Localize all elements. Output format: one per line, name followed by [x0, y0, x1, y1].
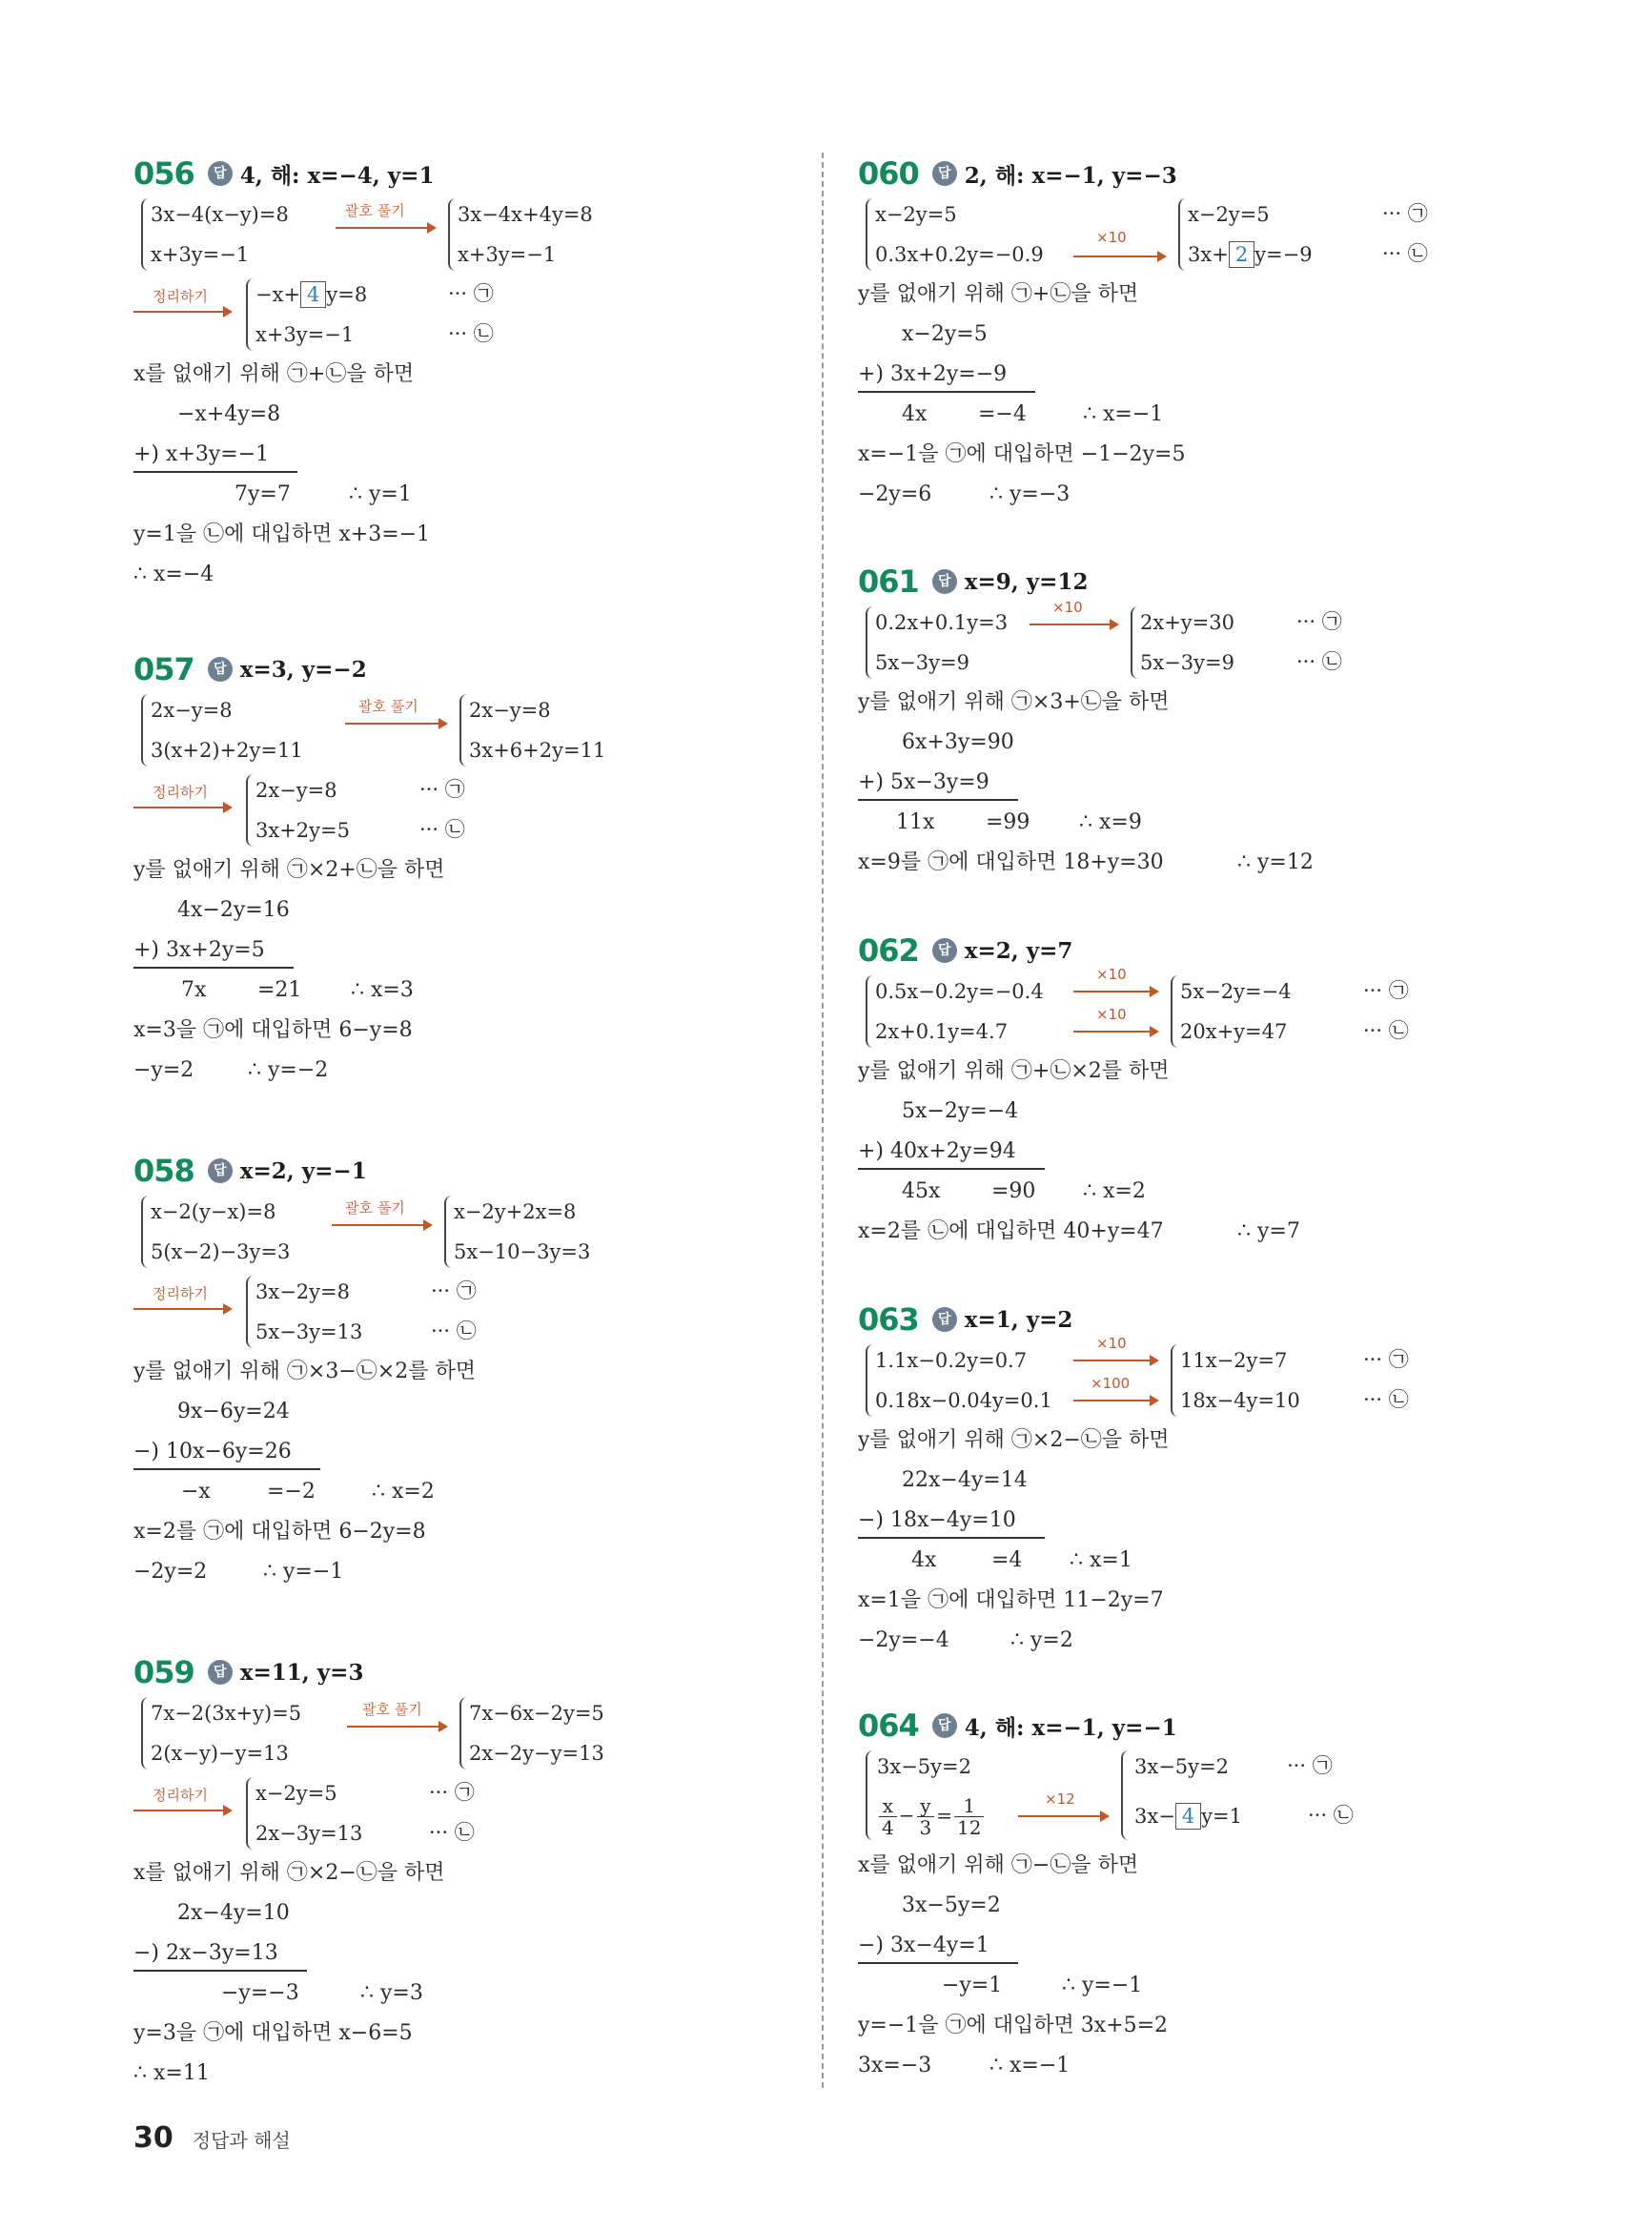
- equation-system: [858, 1747, 1525, 1846]
- solution-step: 4x =4 ∴ x=1: [911, 1548, 1132, 1572]
- equation: 3x−4x+4y=8: [458, 203, 593, 226]
- equation: x+3y=−1: [255, 323, 355, 346]
- equation: 5x−10−3y=3: [454, 1240, 591, 1263]
- problem-062: [858, 930, 1525, 1252]
- solution-step: +) 3x+2y=5: [133, 931, 801, 971]
- equation: 2x−y=8: [255, 779, 337, 802]
- arrow-label: 괄호 풀기: [358, 698, 418, 715]
- equation-system: [858, 599, 1525, 683]
- answer-badge: 답: [932, 569, 957, 594]
- solution-step: −x+4y=8: [177, 402, 281, 426]
- answer-text: x=3, y=−2: [239, 656, 367, 683]
- solution-step: x를 없애기 위해 ㉠+㉡을 하면: [133, 362, 415, 386]
- problem-number: 058: [133, 1153, 194, 1189]
- problem-header: [858, 930, 1525, 972]
- equation-tag: ··· ㉠: [1296, 610, 1342, 633]
- answer-box: 2: [1229, 241, 1254, 268]
- equation-system: [133, 194, 801, 275]
- solution-step: y=−1을 ㉠에 대입하면 3x+5=2: [858, 2014, 1169, 2037]
- arrow-label: 정리하기: [153, 1285, 208, 1302]
- problem-060: [858, 153, 1525, 515]
- answer-text: 2, 해: x=−1, y=−3: [964, 162, 1177, 189]
- equation: 20x+y=47: [1180, 1020, 1288, 1043]
- problem-057: [133, 648, 801, 1091]
- solution-step: y=1을 ㉡에 대입하면 x+3=−1: [133, 522, 431, 546]
- equation-tag: ··· ㉡: [1296, 650, 1342, 673]
- transform-arrow: [133, 1810, 231, 1811]
- fraction: $\frac{y}{3}$: [917, 1795, 935, 1838]
- solution-step: y를 없애기 위해 ㉠×3+㉡을 하면: [858, 690, 1170, 714]
- equation: 0.18x−0.04y=0.1: [875, 1389, 1052, 1412]
- equation: 5(x−2)−3y=3: [151, 1240, 291, 1263]
- equation: 11x−2y=7: [1180, 1349, 1288, 1372]
- problem-header: [133, 648, 801, 690]
- problem-header: [858, 1299, 1525, 1340]
- solution-step: ∴ x=11: [133, 2061, 210, 2085]
- arrow-label: 괄호 풀기: [362, 1701, 422, 1718]
- brace: [1121, 1750, 1132, 1840]
- solution-step: −) 18x−4y=10: [858, 1501, 1525, 1541]
- answer-text: x=9, y=12: [964, 568, 1089, 595]
- solution-step: x=2를 ㉡에 대입하면 40+y=47 ∴ y=7: [858, 1219, 1300, 1243]
- equation: 18x−4y=10: [1180, 1389, 1300, 1412]
- solution-step: y를 없애기 위해 ㉠+㉡×2를 하면: [858, 1059, 1170, 1083]
- transform-arrow: [1073, 1400, 1157, 1401]
- equation: 2x+0.1y=4.7: [875, 1020, 1009, 1043]
- equation-tag: ··· ㉡: [448, 322, 494, 345]
- equation: x−2y=5: [1188, 203, 1270, 226]
- equation: 5x−2y=−4: [1180, 980, 1292, 1003]
- equation-system: [133, 275, 801, 355]
- equation-tag: ··· ㉡: [1363, 1019, 1409, 1042]
- solution-step: +) 5x−3y=9: [858, 763, 1525, 803]
- solution-step: y를 없애기 위해 ㉠×3−㉡×2를 하면: [133, 1360, 476, 1383]
- transform-arrow: [1073, 256, 1165, 257]
- problem-number: 064: [858, 1708, 919, 1744]
- solution-step: −) 10x−6y=26: [133, 1432, 801, 1472]
- solution-step: 4x−2y=16: [177, 898, 290, 922]
- fraction-equation: $\frac{x}{4}$ − $\frac{y}{3}$ = $\frac{1}{12}$: [877, 1789, 986, 1842]
- equation-system: [133, 1693, 801, 1773]
- solution-step: +) 40x+2y=94: [858, 1132, 1525, 1172]
- equation: 2(x−y)−y=13: [151, 1742, 289, 1765]
- solution-step: x를 없애기 위해 ㉠×2−㉡을 하면: [133, 1861, 445, 1885]
- transform-arrow: [1018, 1815, 1108, 1817]
- answer-text: x=11, y=3: [239, 1659, 364, 1686]
- solution-step: 4x =−4 ∴ x=−1: [902, 402, 1164, 426]
- arrow-label: ×10: [1096, 1335, 1127, 1352]
- equation-system: [133, 1272, 801, 1352]
- answer-text: x=2, y=−1: [239, 1157, 367, 1184]
- equation: x+3y=−1: [458, 243, 557, 266]
- problem-number: 057: [133, 651, 194, 687]
- answer-badge: 답: [208, 657, 233, 682]
- solution-step: x=−1을 ㉠에 대입하면 −1−2y=5: [858, 442, 1186, 466]
- problem-063: [858, 1299, 1525, 1661]
- equation-tag: ··· ㉠: [1287, 1754, 1333, 1777]
- equation-system: [133, 690, 801, 770]
- answer-badge: 답: [932, 1307, 957, 1332]
- problem-number: 061: [858, 563, 919, 600]
- solution-step: +) x+3y=−1: [133, 435, 801, 475]
- equation: 7x−2(3x+y)=5: [151, 1702, 302, 1725]
- equation: 5x−3y=13: [255, 1320, 363, 1343]
- answer-text: x=2, y=7: [964, 937, 1073, 964]
- problem-064: [858, 1705, 1525, 2086]
- equation: x−2y+2x=8: [454, 1200, 577, 1223]
- transform-arrow: [345, 723, 446, 725]
- problem-number: 060: [858, 155, 919, 192]
- equation: x−2y=5: [875, 203, 957, 226]
- solution-step: y를 없애기 위해 ㉠×2−㉡을 하면: [858, 1428, 1170, 1452]
- solution-step: x=2를 ㉠에 대입하면 6−2y=8: [133, 1520, 426, 1544]
- arrow-label: 괄호 풀기: [345, 1199, 405, 1217]
- arrow-label: 괄호 풀기: [345, 202, 405, 219]
- equation-tag: ··· ㉡: [419, 818, 465, 841]
- transform-arrow: [332, 1224, 431, 1226]
- solution-step: 45x =90 ∴ x=2: [902, 1179, 1146, 1203]
- arrow-label: ×100: [1091, 1375, 1131, 1392]
- answer-badge: 답: [932, 938, 957, 963]
- problem-056: [133, 153, 801, 595]
- transform-arrow: [347, 1726, 446, 1728]
- transform-arrow: [1073, 991, 1157, 992]
- equation: 1.1x−0.2y=0.7: [875, 1349, 1028, 1372]
- equation-tag: ··· ㉠: [448, 282, 494, 305]
- solution-step: 11x =99 ∴ x=9: [896, 810, 1142, 834]
- arrow-label: ×10: [1096, 229, 1127, 246]
- problem-header: [858, 1705, 1525, 1747]
- equation: 0.5x−0.2y=−0.4: [875, 980, 1044, 1003]
- solution-step: x=1을 ㉠에 대입하면 11−2y=7: [858, 1588, 1164, 1612]
- equation: 3x−5y=2: [877, 1755, 971, 1778]
- transform-arrow: [133, 311, 231, 313]
- solution-step: −2y=6 ∴ y=−3: [858, 482, 1071, 506]
- solution-step: −x =−2 ∴ x=2: [181, 1480, 435, 1504]
- answer-text: 4, 해: x=−4, y=1: [239, 162, 435, 189]
- problem-header: [133, 1651, 801, 1693]
- solution-step: x=3을 ㉠에 대입하면 6−y=8: [133, 1018, 413, 1042]
- equation: 3(x+2)+2y=11: [151, 739, 303, 762]
- equation: 2x−y=8: [151, 699, 233, 722]
- equation-system: [858, 966, 1525, 1052]
- solution-step: x−2y=5: [902, 322, 988, 346]
- arrow-label: 정리하기: [153, 784, 208, 801]
- equation: −x+ 4 y=8: [255, 283, 368, 306]
- problem-header: [858, 561, 1525, 603]
- solution-step: 5x−2y=−4: [902, 1099, 1019, 1123]
- answer-box: 4: [300, 281, 326, 308]
- problem-059: [133, 1651, 801, 2094]
- equation-tag: ··· ㉡: [1363, 1388, 1409, 1411]
- equation-tag: ··· ㉠: [1382, 202, 1428, 225]
- arrow-label: ×10: [1096, 1006, 1127, 1023]
- answer-badge: 답: [208, 1158, 233, 1183]
- equation: 2x−3y=13: [255, 1822, 363, 1845]
- solution-step: −) 2x−3y=13: [133, 1933, 801, 1974]
- solution-step: 3x=−3 ∴ x=−1: [858, 2054, 1071, 2077]
- arrow-label: ×10: [1052, 599, 1083, 616]
- transform-arrow: [133, 807, 231, 808]
- equation-tag: ··· ㉠: [419, 778, 465, 801]
- equation-tag: ··· ㉠: [1363, 979, 1409, 1002]
- footer-label: 정답과 해설: [192, 2129, 291, 2152]
- equation: 3x−2y=8: [255, 1280, 350, 1303]
- equation-tag: ··· ㉠: [429, 1781, 475, 1804]
- equation: 3x−4(x−y)=8: [151, 203, 289, 226]
- equation: 5x−3y=9: [875, 651, 969, 674]
- equation: 7x−6x−2y=5: [469, 1702, 604, 1725]
- equation: 5x−3y=9: [1140, 651, 1234, 674]
- transform-arrow: [1030, 624, 1117, 625]
- solution-step: −y=1 ∴ y=−1: [942, 1974, 1143, 1997]
- solution-step: −) 3x−4y=1: [858, 1926, 1525, 1966]
- arrow-label: ×12: [1045, 1790, 1075, 1808]
- equation: x+3y=−1: [151, 243, 250, 266]
- answer-badge: 답: [208, 161, 233, 186]
- problem-number: 056: [133, 155, 194, 192]
- solution-step: 3x−5y=2: [902, 1893, 1001, 1917]
- solution-step: 6x+3y=90: [902, 730, 1014, 754]
- transform-arrow: [1073, 1360, 1157, 1361]
- arrow-label: 정리하기: [153, 288, 208, 305]
- problem-number: 063: [858, 1301, 919, 1338]
- solution-step: −2y=−4 ∴ y=2: [858, 1628, 1073, 1652]
- solution-step: y=3을 ㉠에 대입하면 x−6=5: [133, 2021, 413, 2045]
- solution-step: −2y=2 ∴ y=−1: [133, 1560, 344, 1584]
- fraction: $\frac{1}{12}$: [954, 1795, 984, 1838]
- problem-061: [858, 561, 1525, 883]
- equation: 2x−y=8: [469, 699, 551, 722]
- equation: 3x+2y=5: [255, 819, 350, 842]
- equation-tag: ··· ㉠: [1363, 1348, 1409, 1371]
- answer-badge: 답: [208, 1660, 233, 1685]
- problem-header: [858, 153, 1525, 194]
- equation: 0.3x+0.2y=−0.9: [875, 243, 1044, 266]
- problem-number: 059: [133, 1654, 194, 1690]
- arrow-label: ×10: [1096, 966, 1127, 983]
- equation: x−2y=5: [255, 1782, 337, 1805]
- transform-arrow: [133, 1308, 231, 1310]
- equation: 3x−5y=2: [1134, 1755, 1229, 1778]
- fraction: $\frac{x}{4}$: [879, 1795, 897, 1838]
- problem-058: [133, 1150, 801, 1592]
- solution-step: y를 없애기 위해 ㉠×2+㉡을 하면: [133, 858, 445, 882]
- equation-tag: ··· ㉠: [431, 1279, 477, 1302]
- solution-step: x를 없애기 위해 ㉠−㉡을 하면: [858, 1853, 1139, 1877]
- page-number: 30: [133, 2121, 173, 2155]
- answer-text: x=1, y=2: [964, 1306, 1073, 1333]
- transform-arrow: [1073, 1031, 1157, 1033]
- equation-system: [858, 194, 1525, 275]
- equation-tag: ··· ㉡: [1308, 1804, 1354, 1827]
- solution-step: 7x =21 ∴ x=3: [181, 978, 414, 1002]
- problem-header: [133, 1150, 801, 1192]
- equation-system: [133, 770, 801, 850]
- equation-tag: ··· ㉡: [429, 1821, 475, 1844]
- equation: 3x+ 2 y=−9: [1188, 243, 1313, 266]
- solution-step: 2x−4y=10: [177, 1901, 290, 1925]
- page-footer: [133, 2121, 291, 2155]
- solution-step: +) 3x+2y=−9: [858, 355, 1525, 395]
- equation: 3x+6+2y=11: [469, 739, 606, 762]
- transform-arrow: [336, 227, 435, 229]
- answer-badge: 답: [932, 1713, 957, 1738]
- equation: 2x+y=30: [1140, 611, 1234, 634]
- answer-box: 4: [1175, 1803, 1201, 1830]
- solution-step: −y=2 ∴ y=−2: [133, 1058, 329, 1082]
- equation: 3x− 4 y=1: [1134, 1805, 1243, 1828]
- arrow-label: 정리하기: [153, 1787, 208, 1804]
- column-divider: [822, 153, 824, 2088]
- solution-step: −y=−3 ∴ y=3: [221, 1981, 423, 2005]
- equation-system: [858, 1335, 1525, 1421]
- equation: 2x−2y−y=13: [469, 1742, 604, 1765]
- problem-number: 062: [858, 932, 919, 969]
- equation-tag: ··· ㉡: [1382, 242, 1428, 265]
- answer-text: 4, 해: x=−1, y=−1: [964, 1714, 1177, 1741]
- equation-system: [133, 1773, 801, 1853]
- equation-system: [133, 1192, 801, 1272]
- answer-badge: 답: [932, 161, 957, 186]
- solution-step: ∴ x=−4: [133, 563, 214, 586]
- brace: [866, 1750, 877, 1840]
- equation: 0.2x+0.1y=3: [875, 611, 1009, 634]
- solution-step: 7y=7 ∴ y=1: [235, 482, 412, 506]
- solution-step: y를 없애기 위해 ㉠+㉡을 하면: [858, 282, 1139, 306]
- equation-tag: ··· ㉡: [431, 1320, 477, 1342]
- equation: x−2(y−x)=8: [151, 1200, 276, 1223]
- solution-step: 9x−6y=24: [177, 1400, 290, 1423]
- solution-step: x=9를 ㉠에 대입하면 18+y=30 ∴ y=12: [858, 850, 1314, 874]
- solution-step: 22x−4y=14: [902, 1468, 1028, 1492]
- problem-header: [133, 153, 801, 194]
